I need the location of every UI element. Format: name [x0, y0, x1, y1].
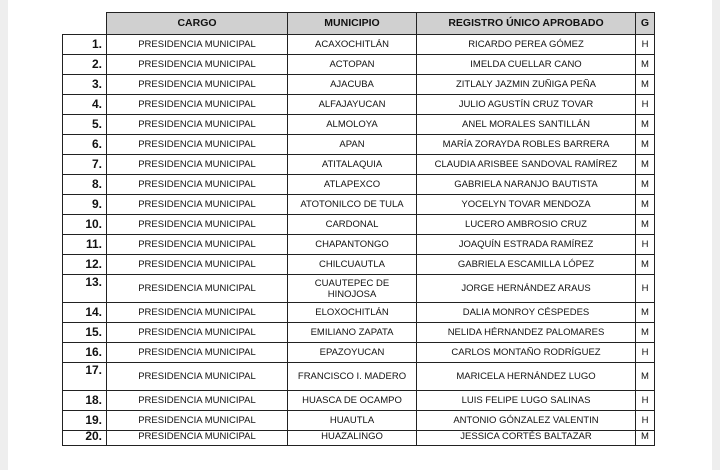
- table-row: [63, 323, 655, 343]
- cell-municipio: APAN: [288, 135, 417, 155]
- header-genero: G: [636, 13, 655, 35]
- cell-registro: YOCELYN TOVAR MENDOZA: [417, 195, 636, 215]
- cell-cargo: PRESIDENCIA MUNICIPAL: [107, 135, 288, 155]
- cell-genero: M: [636, 363, 655, 391]
- cell-municipio: ALFAJAYUCAN: [288, 95, 417, 115]
- row-number: 4.: [63, 95, 107, 115]
- cell-genero: M: [636, 303, 655, 323]
- table-row: [63, 155, 655, 175]
- row-number: 16.: [63, 343, 107, 363]
- row-number: 8.: [63, 175, 107, 195]
- cell-genero: M: [636, 215, 655, 235]
- row-number: 19.: [63, 411, 107, 431]
- header-blank-cell: [63, 13, 107, 35]
- cell-genero: M: [636, 255, 655, 275]
- cell-registro: JOAQUÍN ESTRADA RAMÍREZ: [417, 235, 636, 255]
- cell-municipio: ALMOLOYA: [288, 115, 417, 135]
- row-number: 3.: [63, 75, 107, 95]
- table-row: [63, 75, 655, 95]
- cell-registro: DALIA MONROY CÉSPEDES: [417, 303, 636, 323]
- cell-municipio: CARDONAL: [288, 215, 417, 235]
- table-row: [63, 411, 655, 431]
- cell-cargo: PRESIDENCIA MUNICIPAL: [107, 95, 288, 115]
- row-number: 11.: [63, 235, 107, 255]
- cell-municipio: FRANCISCO I. MADERO: [288, 363, 417, 391]
- cell-cargo: PRESIDENCIA MUNICIPAL: [107, 255, 288, 275]
- cell-registro: GABRIELA NARANJO BAUTISTA: [417, 175, 636, 195]
- cell-registro: RICARDO PEREA GÓMEZ: [417, 35, 636, 55]
- row-number: 13.: [63, 275, 107, 303]
- cell-cargo: PRESIDENCIA MUNICIPAL: [107, 343, 288, 363]
- table-row: [63, 343, 655, 363]
- cell-genero: M: [636, 55, 655, 75]
- header-registro: REGISTRO ÚNICO APROBADO: [417, 13, 636, 35]
- cell-municipio: ATITALAQUIA: [288, 155, 417, 175]
- cell-cargo: PRESIDENCIA MUNICIPAL: [107, 35, 288, 55]
- table-header-row: [63, 13, 655, 35]
- cell-cargo: PRESIDENCIA MUNICIPAL: [107, 411, 288, 431]
- row-number: 17.: [63, 363, 107, 391]
- cell-genero: M: [636, 175, 655, 195]
- row-number: 20.: [63, 431, 107, 446]
- row-number: 7.: [63, 155, 107, 175]
- cell-registro: CARLOS MONTAÑO RODRÍGUEZ: [417, 343, 636, 363]
- cell-genero: H: [636, 343, 655, 363]
- cell-genero: M: [636, 323, 655, 343]
- cell-genero: H: [636, 235, 655, 255]
- row-number: 5.: [63, 115, 107, 135]
- table-row: [63, 391, 655, 411]
- row-number: 2.: [63, 55, 107, 75]
- cell-genero: H: [636, 275, 655, 303]
- cell-genero: H: [636, 411, 655, 431]
- cell-cargo: PRESIDENCIA MUNICIPAL: [107, 275, 288, 303]
- cell-municipio: HUAUTLA: [288, 411, 417, 431]
- cell-municipio: ATLAPEXCO: [288, 175, 417, 195]
- cell-registro: LUIS FELIPE LUGO SALINAS: [417, 391, 636, 411]
- table-row: [63, 215, 655, 235]
- cell-municipio: CUAUTEPEC DE HINOJOSA: [288, 275, 417, 303]
- table-row: [63, 275, 655, 303]
- row-number: 12.: [63, 255, 107, 275]
- cell-municipio: ACTOPAN: [288, 55, 417, 75]
- row-number: 1.: [63, 35, 107, 55]
- cell-cargo: PRESIDENCIA MUNICIPAL: [107, 303, 288, 323]
- table-row: [63, 255, 655, 275]
- cell-registro: MARÍA ZORAYDA ROBLES BARRERA: [417, 135, 636, 155]
- header-municipio: MUNICIPIO: [288, 13, 417, 35]
- table-row: [63, 135, 655, 155]
- cell-municipio: EPAZOYUCAN: [288, 343, 417, 363]
- cell-registro: ANTONIO GÓNZALEZ VALENTIN: [417, 411, 636, 431]
- cell-registro: JESSICA CORTÉS BALTAZAR: [417, 431, 636, 446]
- cell-registro: JORGE HERNÁNDEZ ARAUS: [417, 275, 636, 303]
- cell-registro: ZITLALY JAZMIN ZUÑIGA PEÑA: [417, 75, 636, 95]
- cell-genero: M: [636, 75, 655, 95]
- cell-municipio: ELOXOCHITLÁN: [288, 303, 417, 323]
- table-row: [63, 35, 655, 55]
- table-row: [63, 303, 655, 323]
- cell-registro: LUCERO AMBROSIO CRUZ: [417, 215, 636, 235]
- cell-genero: H: [636, 35, 655, 55]
- cell-municipio: CHAPANTONGO: [288, 235, 417, 255]
- cell-cargo: PRESIDENCIA MUNICIPAL: [107, 363, 288, 391]
- header-cargo: CARGO: [107, 13, 288, 35]
- cell-registro: ANEL MORALES SANTILLÁN: [417, 115, 636, 135]
- cell-genero: M: [636, 431, 655, 446]
- candidates-table: [62, 12, 655, 446]
- cell-municipio: AJACUBA: [288, 75, 417, 95]
- cell-cargo: PRESIDENCIA MUNICIPAL: [107, 175, 288, 195]
- cell-registro: JULIO AGUSTÍN CRUZ TOVAR: [417, 95, 636, 115]
- table-row: [63, 115, 655, 135]
- table-row: [63, 431, 655, 446]
- row-number: 10.: [63, 215, 107, 235]
- cell-genero: M: [636, 135, 655, 155]
- table-row: [63, 95, 655, 115]
- cell-registro: CLAUDIA ARISBEE SANDOVAL RAMÍREZ: [417, 155, 636, 175]
- cell-genero: H: [636, 95, 655, 115]
- row-number: 6.: [63, 135, 107, 155]
- cell-municipio: ACAXOCHITLÁN: [288, 35, 417, 55]
- cell-genero: M: [636, 115, 655, 135]
- cell-cargo: PRESIDENCIA MUNICIPAL: [107, 155, 288, 175]
- row-number: 18.: [63, 391, 107, 411]
- table-row: [63, 175, 655, 195]
- cell-genero: M: [636, 195, 655, 215]
- cell-municipio: EMILIANO ZAPATA: [288, 323, 417, 343]
- cell-registro: GABRIELA ESCAMILLA LÓPEZ: [417, 255, 636, 275]
- cell-genero: H: [636, 391, 655, 411]
- cell-cargo: PRESIDENCIA MUNICIPAL: [107, 235, 288, 255]
- cell-municipio: CHILCUAUTLA: [288, 255, 417, 275]
- cell-cargo: PRESIDENCIA MUNICIPAL: [107, 215, 288, 235]
- document-page: [8, 0, 712, 470]
- cell-genero: M: [636, 155, 655, 175]
- table-row: [63, 235, 655, 255]
- cell-municipio: HUASCA DE OCAMPO: [288, 391, 417, 411]
- table-row: [63, 55, 655, 75]
- cell-cargo: PRESIDENCIA MUNICIPAL: [107, 431, 288, 446]
- table-row: [63, 195, 655, 215]
- row-number: 9.: [63, 195, 107, 215]
- row-number: 15.: [63, 323, 107, 343]
- cell-registro: NELIDA HÉRNANDEZ PALOMARES: [417, 323, 636, 343]
- table-body: [63, 35, 655, 446]
- cell-cargo: PRESIDENCIA MUNICIPAL: [107, 115, 288, 135]
- row-number: 14.: [63, 303, 107, 323]
- cell-cargo: PRESIDENCIA MUNICIPAL: [107, 195, 288, 215]
- cell-municipio: HUAZALINGO: [288, 431, 417, 446]
- cell-cargo: PRESIDENCIA MUNICIPAL: [107, 55, 288, 75]
- cell-cargo: PRESIDENCIA MUNICIPAL: [107, 391, 288, 411]
- cell-cargo: PRESIDENCIA MUNICIPAL: [107, 323, 288, 343]
- cell-cargo: PRESIDENCIA MUNICIPAL: [107, 75, 288, 95]
- cell-registro: IMELDA CUELLAR CANO: [417, 55, 636, 75]
- table-row: [63, 363, 655, 391]
- cell-municipio: ATOTONILCO DE TULA: [288, 195, 417, 215]
- cell-registro: MARICELA HERNÁNDEZ LUGO: [417, 363, 636, 391]
